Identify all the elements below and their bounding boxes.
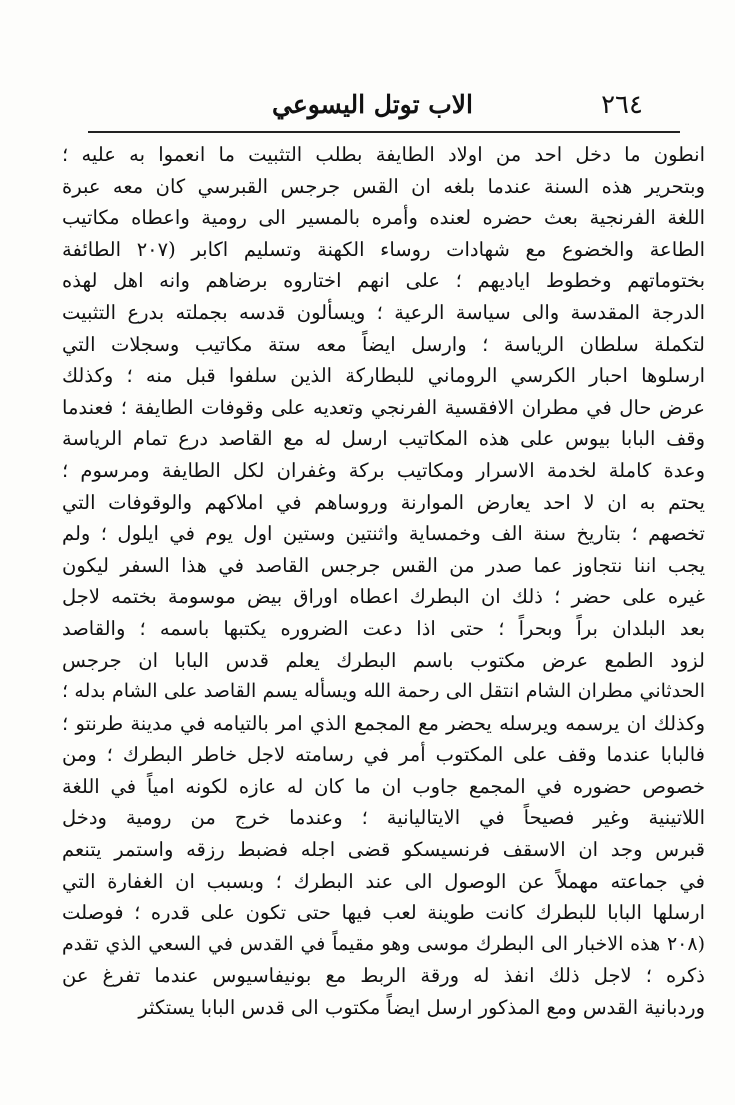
- text-line: اللاتينية وغير فصيحاً في الايتاليانية ؛ وعندما خرج من رومية ودخل: [62, 806, 705, 830]
- text-line: انطون ما دخل احد من اولاد الطايفة بطلب التثبيت ما انعموا به عليه ؛: [62, 143, 705, 166]
- text-line: غيره على حضر ؛ ذلك ان البطرك اعطاه اوراق بيض موسومة بختمه لاجل: [62, 585, 705, 609]
- text-line: في جماعته مهملاً عن الوصول الى عند البطرك ؛ وبسبب ان الغفارة التي: [62, 869, 705, 893]
- body-text: [62, 139, 705, 1024]
- text-line: لتكملة سلطان الرياسة ؛ وارسل ايضاً معه ستة مكاتيب وسجلات التي: [62, 332, 705, 356]
- text-line: وكذلك ان يرسمه ويرسله يحضر مع المجمع الذي امر بالتيامه في مدينة طرنتو ؛: [62, 711, 705, 735]
- text-line: ارسلوها احبار الكرسي الروماني للبطاركة الذين سلفوا قبل منه ؛ وكذلك: [62, 364, 705, 388]
- text-line: عرض حال في مطران الافقسية الفرنجي وتعديه على وقوفات الطايفة ؛ فعندما: [62, 395, 705, 419]
- text-line: بعد البلدان براً وبحراً ؛ حتى اذا دعت الضروره يكتبها باسمه ؛ والقاصد: [62, 616, 705, 640]
- header-rule: [88, 131, 680, 133]
- text-line: بختوماتهم وخطوط اياديهم ؛ على انهم اختاروه برضاهم وانه اهل لهذه: [62, 269, 705, 293]
- text-line: تخصهم ؛ بتاريخ سنة الف وخمساية واثنتين وستين اول يوم في ايلول ؛ ولم: [62, 522, 705, 546]
- text-line: ذكره ؛ لاجل ذلك انفذ له ورقة الربط مع بونيفاسيوس عندما تفرغ عن: [62, 964, 705, 988]
- text-line: (٢٠٨ هذه الاخبار الى البطرك موسى وهو مقيماً في القدس في السعي الذي تقدم: [62, 932, 705, 955]
- text-line: وعدة كاملة لخدمة الاسرار ومكاتيب بركة وغفران لكل الطايفة ومرسوم ؛: [62, 458, 705, 482]
- text-line: يجب اننا نتجاوز عما صدر من القس جرجس القاصد في هذا السفر ليكون: [62, 553, 705, 577]
- text-line: اللغة الفرنجية بعث حضره لعنده وأمره بالمسير الى رومية واعطاه مكاتيب: [62, 206, 705, 230]
- running-title: الاب توتل اليسوعي: [272, 90, 473, 119]
- text-line: يحتم به ان لا احد يعارض الموارنة وروساهم في املاكهم والوقوفات التي: [62, 490, 705, 514]
- text-line: فالبابا عندما وقف على المكتوب أمر في رسامته لاجل خاطر البطرك ؛ ومن: [62, 743, 705, 767]
- text-line: لزود الطمع عرض مكتوب باسم البطرك يعلم قدس البابا ان جرجس: [62, 648, 705, 672]
- page-number: ٢٦٤: [601, 90, 643, 120]
- text-line: الطاعة والخضوع مع شهادات روساء الكهنة وتسليم اكابر (٢٠٧ الطائفة: [62, 237, 705, 261]
- text-line: ارسلها البابا للبطرك كانت طوينة لعب فيها حتى تكون على قدره ؛ فوصلت: [62, 901, 705, 925]
- text-line: قبرس وجد ان الاسقف فرنسيسكو قضى اجله فضبط رزقه واستمر يتنعم: [62, 838, 705, 862]
- text-line: الحدثاني مطران الشام انتقل الى رحمة الله ويسأله يسم القاصد على الشام بدله ؛: [62, 680, 705, 703]
- text-line: خصوص حضوره في المجمع جاوب ان ما كان له عازه لكونه امياً في اللغة: [62, 774, 705, 798]
- text-line: وقف البابا بيوس على هذه المكاتيب ارسل له مع القاصد درع تمام الرياسة: [62, 427, 705, 451]
- text-line: الدرجة المقدسة والى سياسة الرعية ؛ ويسألون قدسه بجملته بدرع التثبيت: [62, 300, 705, 324]
- text-line: وردبانية القدس ومع المذكور ارسل ايضاً مكتوب الى قدس البابا يستكثر: [138, 996, 705, 1020]
- text-line: وبتحرير هذه السنة عندما بلغه ان القس جرجس القبرسي كان معه عبرة: [62, 174, 705, 198]
- page-header: [90, 88, 655, 128]
